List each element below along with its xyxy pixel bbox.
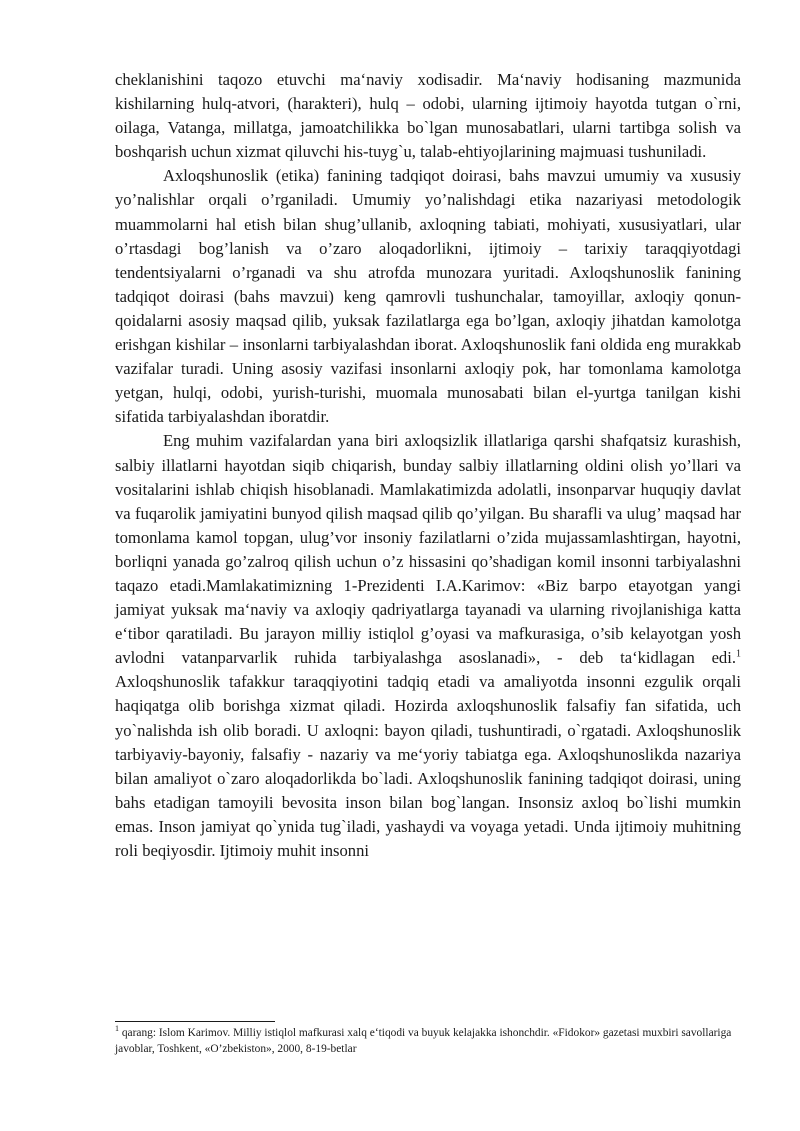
paragraph-3-text-after-ref: Axloqshunoslik tafakkur taraqqiyotini tadqiq etadi va amaliyotda insonni ezgulik orqali haqiqatga olib borishga xizmat qiladi. Hozirda axloqshunoslik falsafiy fan sifatida, uch yo`nalishda ish olib boradi. U axloqni: bayon qiladi, tushuntiradi, o`rgatadi. Axloqshunoslik tarbiyaviy-bayoniy, falsafiy - nazariy va me‘yoriy tabiatga ega. Axloqshunoslikda nazariya bilan amaliyot o`zaro aloqadorlikda bo`ladi. Axloqshunoslik fanining tadqiqot doirasi, uning bahs etadigan tamoyili bevosita inson bilan bog`langan. Insonsiz axloq bo`lishi mumkin emas. Inson jamiyat qo`ynida tug`iladi, yashaydi va voyaga yetadi. Unda ijtimoiy muhitning roli beqiyosdir. Ijtimoiy muhit insonni: [115, 672, 741, 860]
footnote: [115, 1025, 741, 1057]
footnote-mark: 1: [115, 1024, 119, 1034]
document-body: [115, 68, 741, 863]
paragraph-3-text-before-ref: Eng muhim vazifalardan yana biri axloqsizlik illatlariga qarshi shafqatsiz kurashish, salbiy illatlarni hayotdan siqib chiqarish, bunday salbiy illatlarning oldini olish yo’llari va vositalarini ishlab chiqish hisoblanadi. Mamlakatimizda adolatli, insonparvar huquqiy davlat va fuqarolik jamiyatini bunyod qilish maqsad qilib qo’yilgan. Bu sharafli va ulug’ maqsad har tomonlama kamol topgan, ulug’vor insoniy fazilatlarni o’zida mujassamlashtirgan, hayotni, borliqni yanada go’zalroq qilish uchun o’z hissasini qo’shadigan komil insonni tarbiyalashni taqazo etadi.Mamlakatimizning 1-Prezidenti I.A.Karimov: «Biz barpo etayotgan yangi jamiyat yuksak ma‘naviy va axloqiy qadriyatlarga tayanadi va ularning rivojlanishiga katta e‘tibor qaratiladi. Bu jarayon milliy istiqlol g’oyasi va mafkurasiga, o’sib kelayotgan yosh avlodni vatanparvarlik ruhida tarbiyalashga asoslanadi», - deb ta‘kidlagan edi.: [115, 431, 741, 668]
paragraph-1: cheklanishini taqozo etuvchi ma‘naviy xodisadir. Ma‘naviy hodisaning mazmunida kishilarning hulq-atvori, (harakteri), hulq – odobi, ularning ijtimoiy hayotda tutgan o`rni, oilaga, Vatanga, millatga, jamoatchilikka bo`lgan munosabatlari, ularni tartibga solish va boshqarish uchun xizmat qiluvchi his-tuyg`u, talab-ehtiyojlarining majmuasi tushuniladi.: [115, 70, 741, 162]
footnote-reference[interactable]: 1: [736, 648, 741, 660]
paragraph-2: Axloqshunoslik (etika) fanining tadqiqot doirasi, bahs mavzui umumiy va xususiy yo’nalishlar orqali o’rganiladi. Umumiy yo’nalishdagi etika nazariyasi metodologik muammolarni hal etish bilan shug’ullanib, axloqning tabiati, mohiyati, xususiyatlari, ular o’rtasdagi bog’lanish va o’zaro aloqadorlikni, ijtimoiy – tarixiy taraqqiyotdagi tendentsiyalarni o’rganadi va shu atrofda munozara yuritadi. Axloqshunoslik fanining tadqiqot doirasi (bahs mavzui) keng qamrovli tushunchalar, tamoyillar, axloqiy qonun-qoidalarni asosiy maqsad qilib, yuksak fazilatlarga ega bo’lgan, axloqiy jihatdan kamolotga erishgan kishilar – insonlarni tarbiyalashdan iborat. Axloqshunoslik fani oldida eng murakkab vazifalar turadi. Uning asosiy vazifasi insonlarni axloqiy pok, har tomonlama kamolotga yetgan, hulqi, odobi, yurish-turishi, muomala munosabati bilan el-yurtga tanilgan kishi sifatida tarbiyalashdan iboratdir.: [115, 166, 741, 427]
footnote-text: qarang: Islom Karimov. Milliy istiqlol mafkurasi xalq e‘tiqodi va buyuk kelajakka ishonchdir. «Fidokor» gazetasi muxbiri savollariga javoblar, Toshkent, «O’zbekiston», 2000, 8-19-betlar: [115, 1027, 732, 1055]
footnote-separator: [115, 1021, 275, 1022]
paragraph-3: [115, 429, 741, 863]
